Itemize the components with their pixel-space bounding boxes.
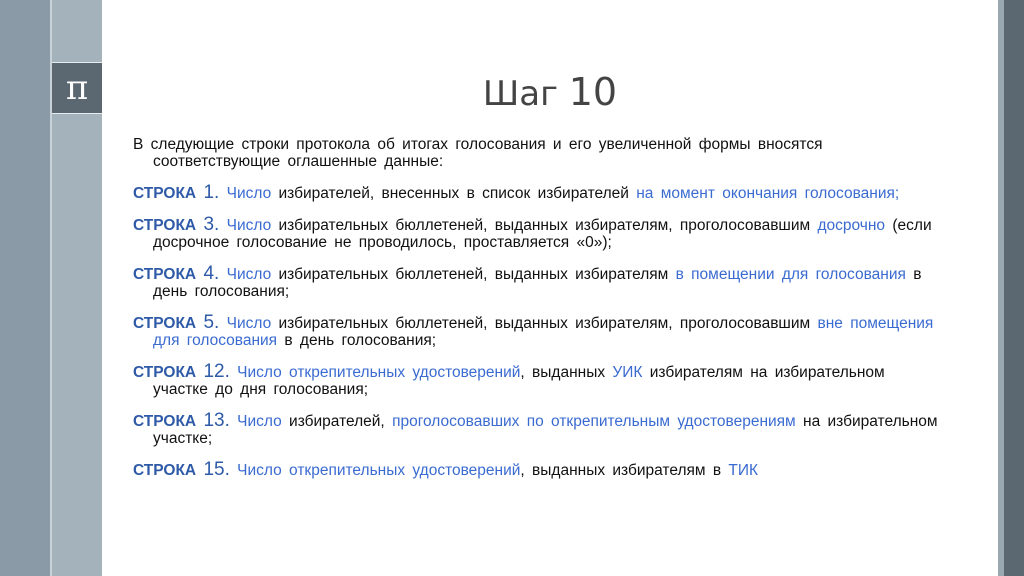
row-item [133, 363, 943, 398]
row-text: избирательных бюллетеней, выданных избирателям, проголосовавшим [271, 315, 818, 332]
row-number: 3. [203, 214, 220, 235]
row-text-highlight: Число открепительных удостоверений [237, 364, 521, 381]
row-label: СТРОКА [133, 413, 197, 430]
row-number: 12. [203, 361, 230, 382]
row-text-highlight: УИК [612, 364, 643, 381]
row-text: избирателям на избирательном участке до дня голосования; [153, 364, 885, 398]
row-label: СТРОКА [133, 266, 197, 283]
slide-title [102, 70, 998, 114]
row-number: 4. [203, 263, 220, 284]
slide-content [133, 136, 943, 493]
row-item [133, 412, 943, 447]
row-text: в день голосования; [277, 332, 437, 349]
row-number: 1. [203, 182, 220, 203]
row-text-highlight: Число [226, 266, 272, 283]
row-text-highlight: Число открепительных удостоверений [237, 462, 521, 479]
row-item [133, 184, 943, 202]
row-item [133, 314, 943, 349]
right-decor-band-dark [1004, 0, 1024, 576]
row-text-highlight: проголосовавших по открепительным удостоверениям [392, 413, 796, 430]
pi-icon: π [65, 68, 89, 108]
title-word: Шаг [482, 74, 558, 114]
row-text-highlight: в помещении для голосования [675, 266, 906, 283]
row-label: СТРОКА [133, 462, 197, 479]
row-label: СТРОКА [133, 185, 197, 202]
row-item [133, 216, 943, 251]
row-item [133, 265, 943, 300]
pi-icon-box [52, 62, 102, 114]
row-text: избирательных бюллетеней, выданных избирателям, проголосовавшим [271, 217, 818, 234]
title-number: 10 [568, 70, 618, 114]
intro-text: В следующие строки протокола об итогах голосования и его увеличенной формы вносятся соответствующие оглашенные данные: [133, 136, 823, 170]
row-text-highlight: досрочно [817, 217, 886, 234]
row-item [133, 461, 943, 479]
row-text-highlight: Число [226, 315, 272, 332]
row-text-highlight: ТИК [728, 462, 759, 479]
row-label: СТРОКА [133, 217, 197, 234]
row-text: избирателей, внесенных в список избирателей [271, 185, 637, 202]
row-text-highlight: на момент окончания голосования; [636, 185, 900, 202]
row-text: избирательных бюллетеней, выданных избирателям [271, 266, 676, 283]
row-text-highlight: Число [226, 217, 272, 234]
row-text-highlight: Число [237, 413, 282, 430]
row-text: , выданных избирателям в [520, 462, 729, 479]
row-number: 15. [203, 459, 230, 480]
row-text: на избирательном участке; [153, 413, 938, 447]
row-text-highlight: вне помещения для голосования [153, 315, 934, 349]
row-text-highlight: Число [226, 185, 272, 202]
row-number: 5. [203, 312, 220, 333]
row-number: 13. [203, 410, 230, 431]
row-label: СТРОКА [133, 315, 197, 332]
left-decor-band [0, 0, 50, 576]
row-label: СТРОКА [133, 364, 197, 381]
row-text: (если досрочное голосование не проводилось, проставляется «0»); [153, 217, 932, 251]
row-text: , выданных [520, 364, 613, 381]
row-text: в день голосования; [153, 266, 922, 300]
row-text: избирателей, [281, 413, 393, 430]
